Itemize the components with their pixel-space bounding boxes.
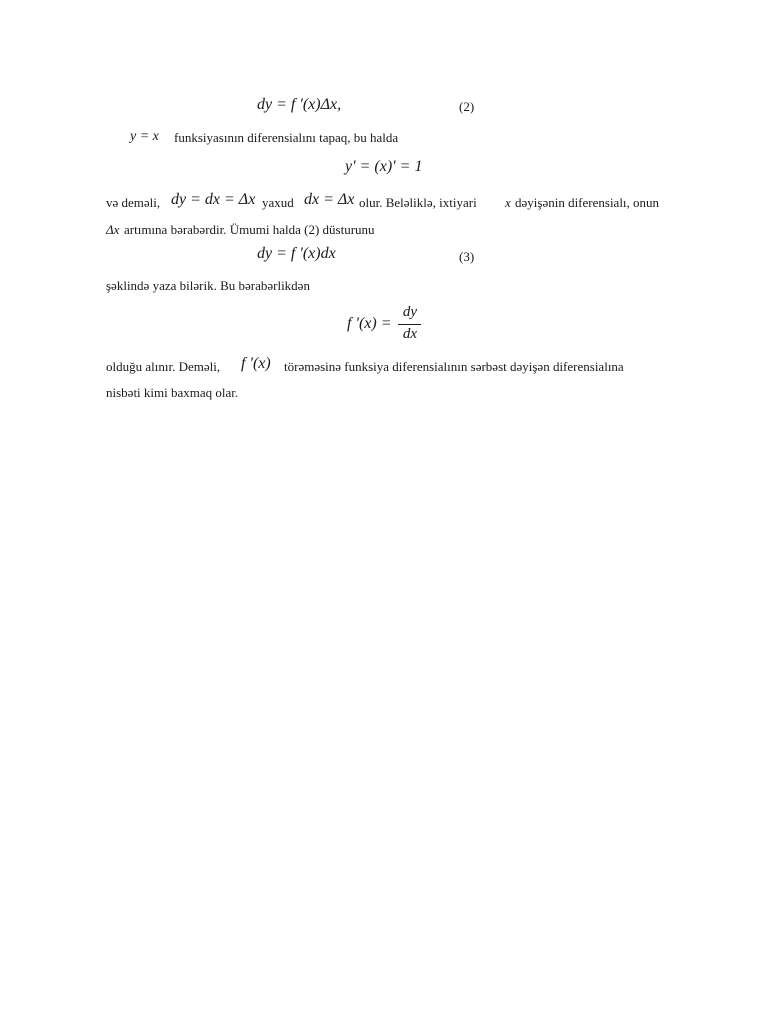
fraction-denominator: dx <box>402 326 418 342</box>
paragraph-line-2a: və deməli, <box>106 195 161 210</box>
equation-3: dy = f ′(x)dx <box>257 245 336 262</box>
derivative-formula: y′ = (x)′ = 1 <box>345 158 423 175</box>
fraction-lhs: f ′(x) = <box>347 315 392 332</box>
paragraph-line-2c: olur. Beləliklə, ixtiyari <box>359 195 477 210</box>
equation-3-number: (3) <box>459 249 475 264</box>
fraction-bar <box>398 324 421 325</box>
formula-dy-dx-delta: dy = dx = Δx <box>171 191 256 208</box>
paragraph-line-5a: olduğu alınır. Deməli, <box>106 359 221 374</box>
paragraph-line-6: nisbəti kimi baxmaq olar. <box>106 385 239 400</box>
variable-x: x <box>505 195 511 210</box>
paragraph-line-2b: yaxud <box>262 195 294 210</box>
equation-2-number: (2) <box>459 99 475 114</box>
fraction-numerator: dy <box>402 304 418 320</box>
paragraph-line-5b: törəməsinə funksiya diferensialının sərbəst dəyişən diferensialına <box>284 359 624 374</box>
formula-dx-delta: dx = Δx <box>304 191 355 208</box>
delta-x: Δx <box>106 222 120 237</box>
paragraph-line-4: şəklində yaza bilərik. Bu bərabərlikdən <box>106 278 310 293</box>
paragraph-line-1: funksiyasının diferensialını tapaq, bu halda <box>174 130 399 145</box>
paragraph-line-2d: dəyişənin diferensialı, onun <box>515 195 660 210</box>
formula-y-equals-x: y = x <box>130 129 159 144</box>
equation-2: dy = f ′(x)Δx, <box>257 96 342 113</box>
paragraph-line-3: artımına bərabərdir. Ümumi halda (2) düsturunu <box>124 222 375 237</box>
formula-f-prime: f ′(x) <box>241 355 271 372</box>
